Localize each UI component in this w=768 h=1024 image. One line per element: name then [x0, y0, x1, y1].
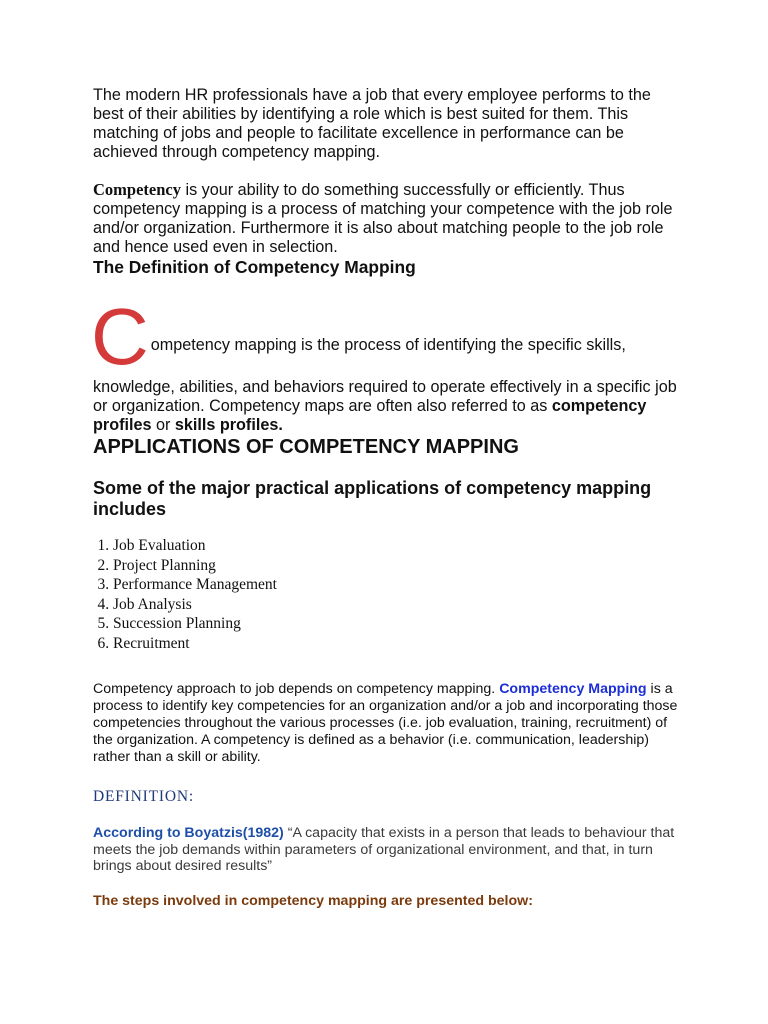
approach-lead: Competency approach to job depends on competency mapping.	[93, 681, 500, 697]
skills-profiles-term: skills profiles.	[174, 416, 283, 434]
list-item: 1. Job Evaluation	[113, 536, 683, 556]
or-word: or	[151, 416, 175, 434]
definition-rest	[93, 372, 683, 435]
applications-subheading: Some of the major practical applications of competency mapping includes	[93, 478, 652, 519]
approach-paragraph	[93, 681, 683, 766]
approach-text: is a process to identify key competencies for an organization and/or a job and incorporating those competencies throughout the various processes (i.e. job evaluation, training, recruitment) of the organization. A competency is defined as a behavior (i.e. communication, leadership) rather than a skill or ability.	[93, 681, 678, 765]
definition-heading: The Definition of Competency Mapping	[93, 257, 416, 277]
boyatzis-paragraph	[93, 825, 683, 875]
competency-profiles-term: competency profiles	[93, 397, 647, 434]
intro-paragraph: The modern HR professionals have a job that every employee performs to the best of their abilities by identifying a role which is best suited for them. This matching of jobs and people to facilitate excellence in performance can be achieved through competency mapping.	[93, 86, 651, 161]
applications-heading: APPLICATIONS OF COMPETENCY MAPPING	[93, 436, 519, 458]
list-item: 6. Recruitment	[113, 634, 683, 654]
competency-text: is your ability to do something successfully or efficiently. Thus competency mapping is a process of matching your competence with the job role and/or organization. Furthermore it is also about matching people to the job role and hence used even in selection.	[93, 181, 673, 256]
drop-cap: C	[91, 292, 149, 381]
boyatzis-source: According to Boyatzis(1982)	[93, 825, 284, 841]
definition-first-line: ompetency mapping is the process of identifying the specific skills,	[150, 336, 626, 354]
list-item: 3. Performance Management	[113, 575, 683, 595]
definition-rest-text: knowledge, abilities, and behaviors required to operate effectively in a specific job or organization. Competency maps are often also referred to as	[93, 378, 677, 415]
competency-mapping-link[interactable]: Competency Mapping	[499, 681, 647, 697]
definition-paragraph	[91, 292, 683, 435]
list-item: 2. Project Planning	[113, 556, 683, 576]
boyatzis-quote: “A capacity that exists in a person that leads to behaviour that meets the job demands within parameters of organizational environment, and that, in turn brings about desired results”	[93, 825, 675, 874]
list-item: 5. Succession Planning	[113, 614, 683, 634]
steps-heading: The steps involved in competency mapping are presented below:	[93, 892, 533, 909]
document-page	[93, 86, 683, 910]
definition-label: DEFINITION:	[93, 788, 194, 805]
competency-term: Competency	[93, 180, 181, 199]
applications-list	[93, 536, 683, 653]
list-item: 4. Job Analysis	[113, 595, 683, 615]
competency-paragraph	[93, 180, 683, 257]
